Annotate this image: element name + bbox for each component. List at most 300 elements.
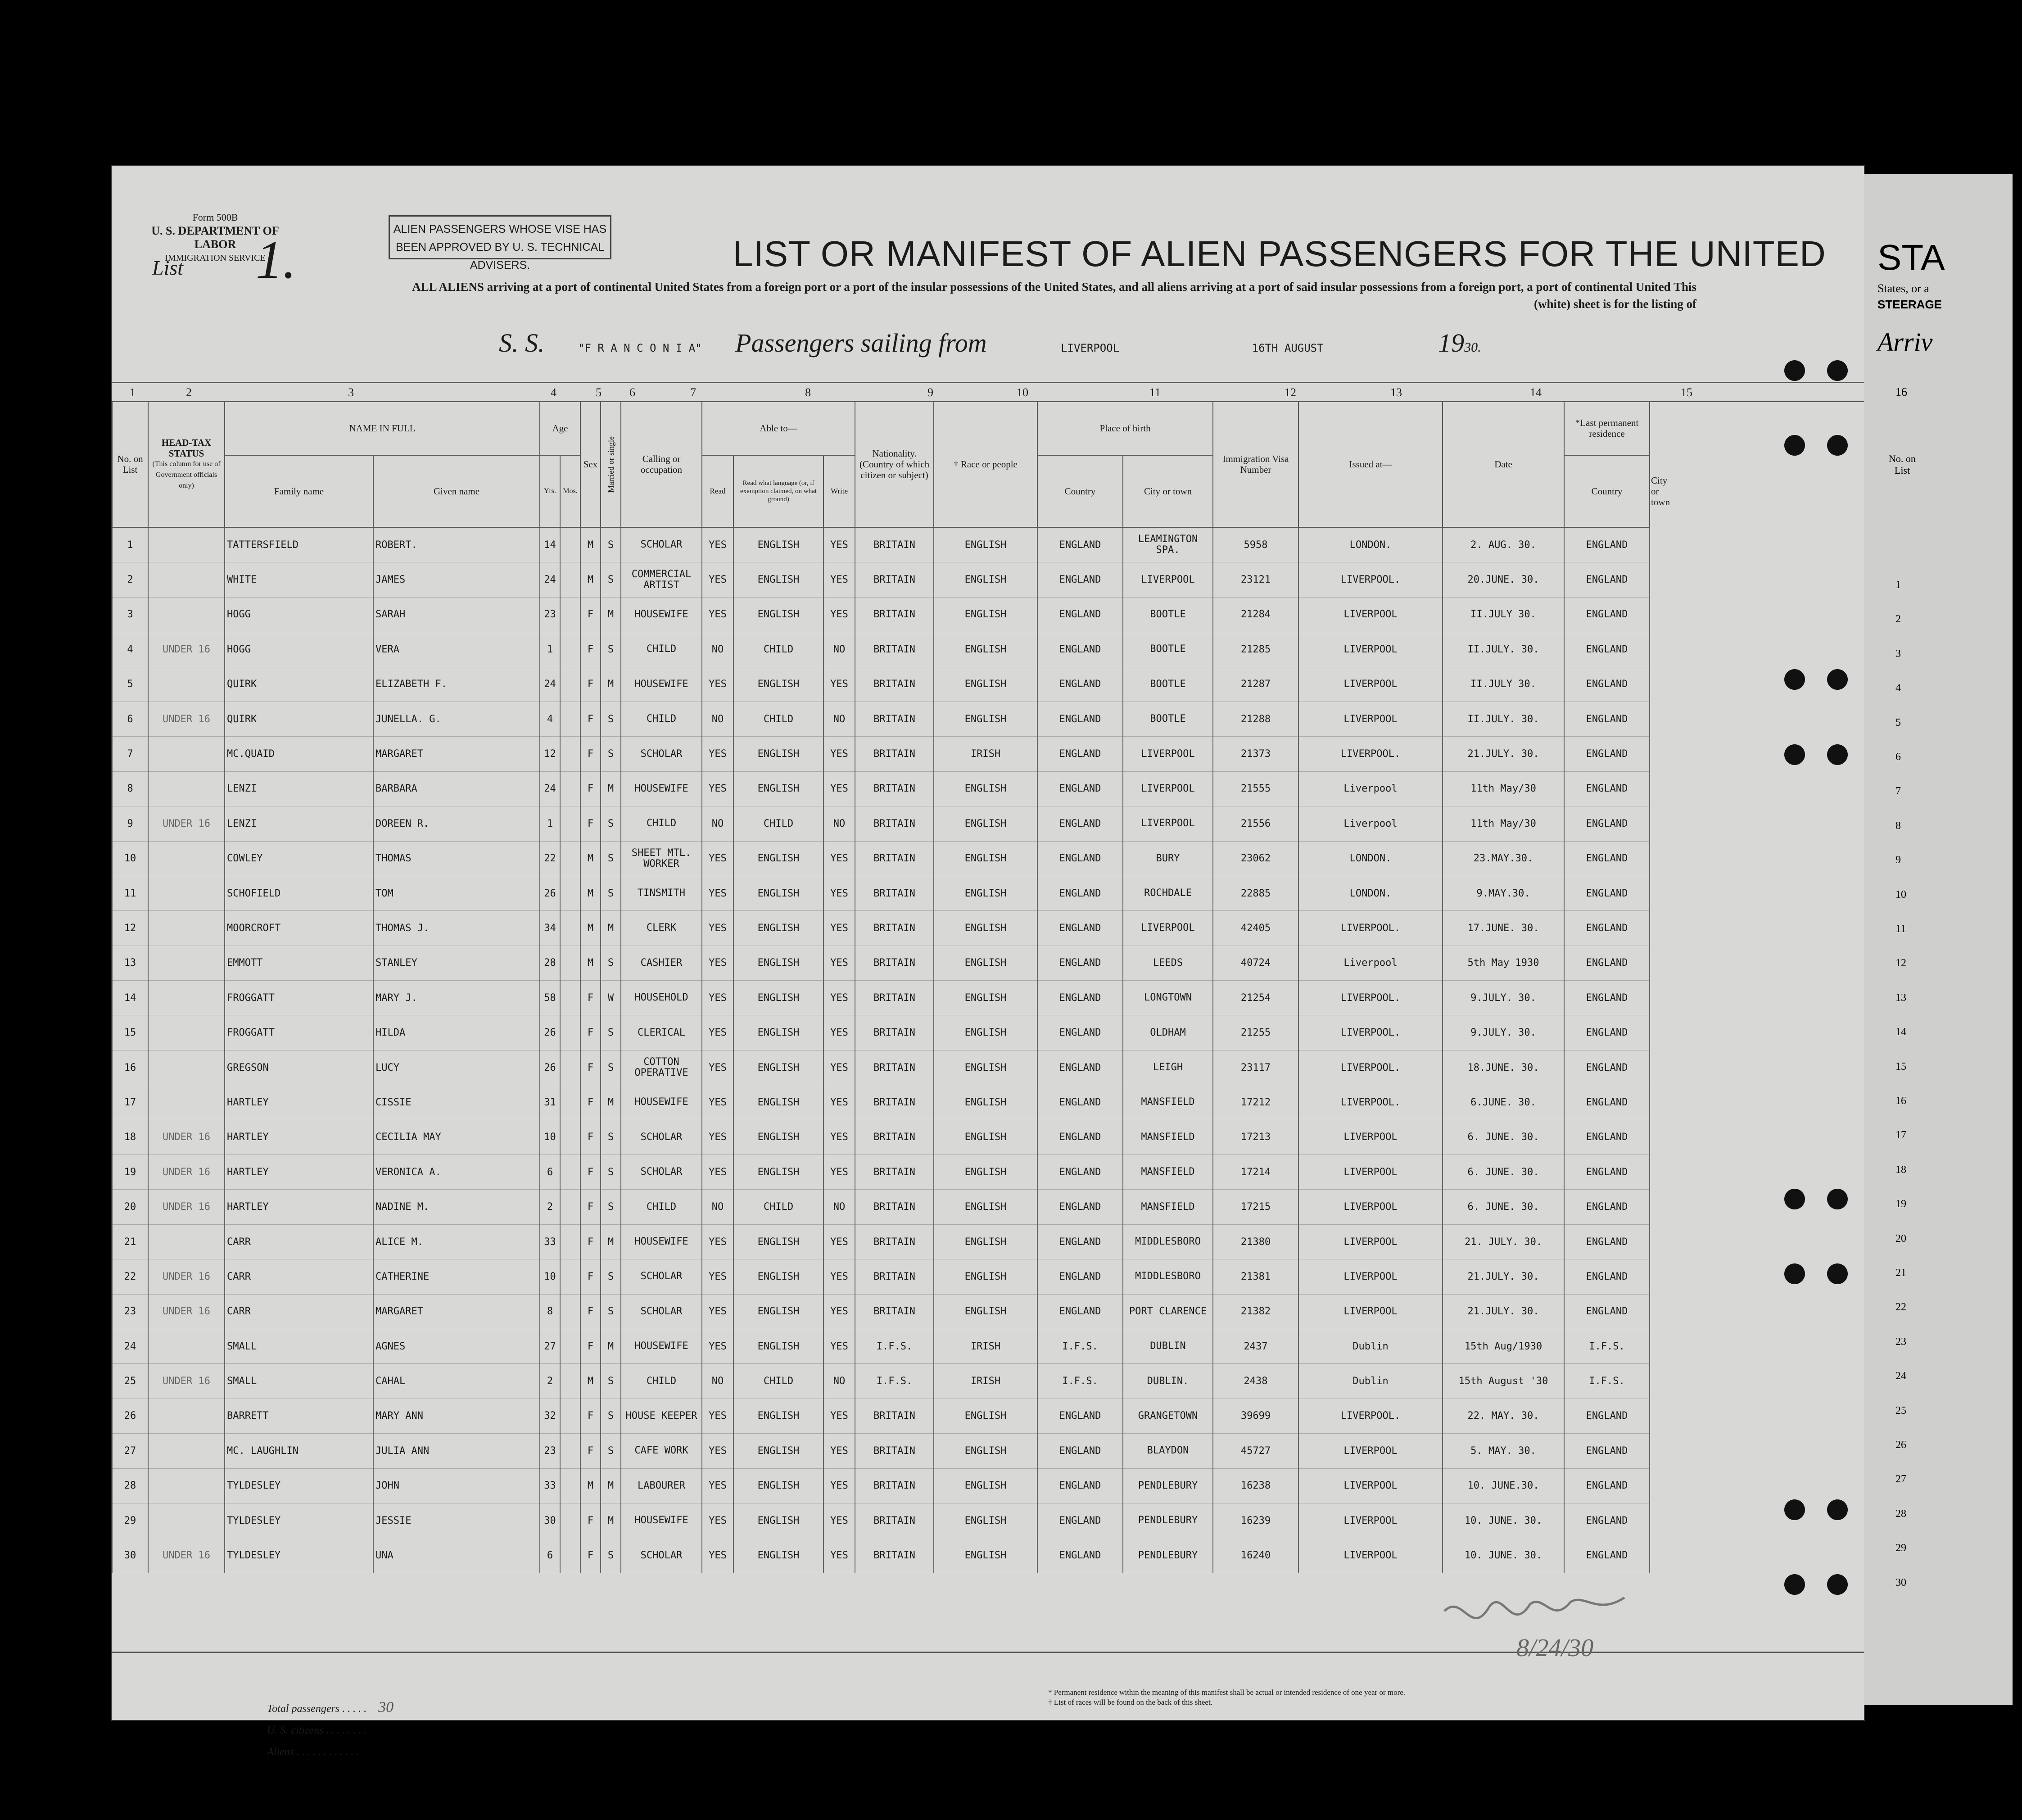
nationality: BRITAIN — [855, 562, 934, 597]
head-tax-status — [148, 1224, 225, 1259]
header-able-to: Able to— — [702, 401, 855, 455]
occupation: CAFE WORK — [621, 1434, 702, 1468]
head-tax-status — [148, 841, 225, 876]
passenger-row — [112, 946, 1746, 980]
passenger-row — [112, 1329, 1746, 1363]
read-language: ENGLISH — [733, 876, 823, 910]
visa-number: 17213 — [1213, 1120, 1298, 1154]
can-read: NO — [702, 702, 733, 736]
next-sheet-edge — [1864, 174, 2013, 1705]
age-months — [560, 1190, 580, 1224]
row-number: 9 — [112, 806, 148, 841]
marital-status: W — [601, 981, 621, 1015]
can-write: YES — [823, 771, 855, 806]
given-name: BARBARA — [373, 771, 540, 806]
sex: F — [580, 981, 601, 1015]
can-read: YES — [702, 1503, 733, 1538]
nationality: BRITAIN — [855, 1190, 934, 1224]
head-tax-status — [148, 527, 225, 562]
passenger-row — [112, 771, 1746, 806]
column-number: 2 — [186, 386, 192, 399]
visa-date: 11th May/30 — [1443, 771, 1564, 806]
sex: M — [580, 911, 601, 946]
birth-city: BOOTLE — [1123, 667, 1213, 702]
totals-block: Total passengers . . . . . 30 U. S. citizens . . . . . . . . Aliens . . . . . . . . . . . . — [267, 1699, 394, 1758]
occupation: CHILD — [621, 1190, 702, 1224]
sex: F — [580, 597, 601, 632]
read-language: ENGLISH — [733, 1399, 823, 1433]
residence-country: ENGLAND — [1564, 1434, 1650, 1468]
birth-country: ENGLAND — [1037, 1538, 1123, 1573]
nationality: BRITAIN — [855, 876, 934, 910]
binder-hole — [1827, 1263, 1848, 1284]
next-sheet-row-number: 2 — [1895, 613, 1901, 625]
can-write: YES — [823, 1050, 855, 1085]
row-number: 5 — [112, 667, 148, 702]
given-name: VERONICA A. — [373, 1155, 540, 1190]
occupation: HOUSEWIFE — [621, 1224, 702, 1259]
age-months — [560, 527, 580, 562]
occupation: HOUSEWIFE — [621, 1085, 702, 1120]
visa-date: 10. JUNE. 30. — [1443, 1503, 1564, 1538]
nationality: BRITAIN — [855, 841, 934, 876]
binder-hole — [1784, 360, 1805, 381]
can-read: YES — [702, 841, 733, 876]
birth-city: MANSFIELD — [1123, 1120, 1213, 1154]
sex: F — [580, 771, 601, 806]
visa-number: 45727 — [1213, 1434, 1298, 1468]
race: ENGLISH — [934, 841, 1037, 876]
can-write: YES — [823, 876, 855, 910]
given-name: NADINE M. — [373, 1190, 540, 1224]
marital-status: S — [601, 946, 621, 980]
nationality: BRITAIN — [855, 1399, 934, 1433]
given-name: AGNES — [373, 1329, 540, 1363]
birth-country: ENGLAND — [1037, 1294, 1123, 1329]
can-write: YES — [823, 1259, 855, 1294]
given-name: JUNELLA. G. — [373, 702, 540, 736]
given-name: JESSIE — [373, 1503, 540, 1538]
visa-date: 5. MAY. 30. — [1443, 1434, 1564, 1468]
age-months — [560, 1364, 580, 1399]
race: ENGLISH — [934, 527, 1037, 562]
occupation: HOUSEHOLD — [621, 981, 702, 1015]
can-write: YES — [823, 527, 855, 562]
can-write: NO — [823, 806, 855, 841]
can-read: YES — [702, 1259, 733, 1294]
given-name: UNA — [373, 1538, 540, 1573]
next-sheet-row-number: 15 — [1895, 1060, 1906, 1073]
head-tax-status — [148, 667, 225, 702]
passenger-row — [112, 527, 1746, 562]
nationality: BRITAIN — [855, 1050, 934, 1085]
residence-country: ENGLAND — [1564, 1224, 1650, 1259]
race: ENGLISH — [934, 911, 1037, 946]
family-name: MC. LAUGHLIN — [225, 1434, 373, 1468]
age-years: 34 — [540, 911, 560, 946]
marital-status: M — [601, 1224, 621, 1259]
can-read: YES — [702, 1155, 733, 1190]
read-language: ENGLISH — [733, 1155, 823, 1190]
age-months — [560, 946, 580, 980]
sex: F — [580, 1155, 601, 1190]
age-months — [560, 1538, 580, 1573]
residence-country: ENGLAND — [1564, 911, 1650, 946]
age-years: 2 — [540, 1364, 560, 1399]
can-read: NO — [702, 1364, 733, 1399]
birth-city: PENDLEBURY — [1123, 1468, 1213, 1503]
passenger-row — [112, 1503, 1746, 1538]
visa-date: 6. JUNE. 30. — [1443, 1190, 1564, 1224]
age-years: 33 — [540, 1468, 560, 1503]
read-language: ENGLISH — [733, 771, 823, 806]
next-sheet-line1: States, or a — [1877, 282, 1929, 295]
age-years: 32 — [540, 1399, 560, 1433]
residence-country: ENGLAND — [1564, 1503, 1650, 1538]
nationality: BRITAIN — [855, 1155, 934, 1190]
read-language: ENGLISH — [733, 1329, 823, 1363]
marital-status: S — [601, 562, 621, 597]
visa-number: 42405 — [1213, 911, 1298, 946]
age-years: 6 — [540, 1538, 560, 1573]
family-name: LENZI — [225, 806, 373, 841]
race: ENGLISH — [934, 1085, 1037, 1120]
row-number: 21 — [112, 1224, 148, 1259]
next-sheet-row-number: 14 — [1895, 1026, 1906, 1038]
issued-at: LONDON. — [1298, 527, 1443, 562]
race: ENGLISH — [934, 946, 1037, 980]
issued-at: LIVERPOOL. — [1298, 1085, 1443, 1120]
can-write: YES — [823, 841, 855, 876]
birth-city: LEAMINGTON SPA. — [1123, 527, 1213, 562]
family-name: WHITE — [225, 562, 373, 597]
marital-status: S — [601, 1120, 621, 1154]
nationality: BRITAIN — [855, 911, 934, 946]
birth-country: ENGLAND — [1037, 527, 1123, 562]
head-tax-status — [148, 1434, 225, 1468]
birth-country: ENGLAND — [1037, 597, 1123, 632]
next-sheet-row-number: 30 — [1895, 1576, 1906, 1589]
head-tax-status — [148, 1085, 225, 1120]
visa-date: II.JULY. 30. — [1443, 702, 1564, 736]
given-name: CISSIE — [373, 1085, 540, 1120]
birth-country: ENGLAND — [1037, 562, 1123, 597]
family-name: QUIRK — [225, 667, 373, 702]
read-language: ENGLISH — [733, 841, 823, 876]
visa-date: 9.JULY. 30. — [1443, 981, 1564, 1015]
visa-date: 9.JULY. 30. — [1443, 1015, 1564, 1050]
read-language: ENGLISH — [733, 1503, 823, 1538]
passenger-row — [112, 1190, 1746, 1224]
can-read: YES — [702, 527, 733, 562]
race: ENGLISH — [934, 632, 1037, 667]
next-sheet-row-number: 28 — [1895, 1508, 1906, 1520]
next-sheet-row-number: 3 — [1895, 647, 1901, 660]
occupation: CHILD — [621, 632, 702, 667]
race: ENGLISH — [934, 1015, 1037, 1050]
given-name: STANLEY — [373, 946, 540, 980]
residence-country: ENGLAND — [1564, 1120, 1650, 1154]
residence-country: ENGLAND — [1564, 771, 1650, 806]
visa-number: 2438 — [1213, 1364, 1298, 1399]
footnote-races: † List of races will be found on the back of this sheet. — [1048, 1698, 1212, 1707]
next-sheet-no-on-list: No. on List — [1889, 453, 1916, 476]
age-months — [560, 1399, 580, 1433]
us-citizens-label: U. S. citizens — [267, 1725, 324, 1736]
given-name: MARGARET — [373, 737, 540, 771]
head-tax-status — [148, 911, 225, 946]
manifest-table — [112, 401, 1746, 1573]
married-label: Married or single — [606, 436, 615, 493]
head-tax-status: UNDER 16 — [148, 1259, 225, 1294]
passenger-row — [112, 876, 1746, 910]
next-sheet-row-number: 23 — [1895, 1336, 1906, 1348]
visa-number: 40724 — [1213, 946, 1298, 980]
visa-number: 21288 — [1213, 702, 1298, 736]
head-tax-status — [148, 597, 225, 632]
passenger-row — [112, 1085, 1746, 1120]
can-write: YES — [823, 1468, 855, 1503]
visa-date: 21.JULY. 30. — [1443, 1259, 1564, 1294]
manifest-sheet — [112, 166, 1864, 1758]
sex: M — [580, 1468, 601, 1503]
age-years: 22 — [540, 841, 560, 876]
occupation: SCHOLAR — [621, 1120, 702, 1154]
visa-date: 18.JUNE. 30. — [1443, 1050, 1564, 1085]
occupation: HOUSEWIFE — [621, 771, 702, 806]
age-years: 24 — [540, 667, 560, 702]
nationality: BRITAIN — [855, 1468, 934, 1503]
head-tax-status — [148, 1468, 225, 1503]
column-number: 8 — [805, 386, 811, 399]
occupation: HOUSE KEEPER — [621, 1399, 702, 1433]
passenger-row — [112, 841, 1746, 876]
birth-country: ENGLAND — [1037, 981, 1123, 1015]
family-name: HARTLEY — [225, 1155, 373, 1190]
residence-country: ENGLAND — [1564, 876, 1650, 910]
can-write: YES — [823, 1538, 855, 1573]
race: IRISH — [934, 1364, 1037, 1399]
binder-hole — [1827, 1499, 1848, 1520]
family-name: COWLEY — [225, 841, 373, 876]
sex: F — [580, 702, 601, 736]
next-sheet-title: STA — [1877, 237, 1945, 277]
birth-country: I.F.S. — [1037, 1329, 1123, 1363]
next-sheet-row-number: 29 — [1895, 1542, 1906, 1554]
birth-country: ENGLAND — [1037, 1050, 1123, 1085]
visa-date: 15th August '30 — [1443, 1364, 1564, 1399]
passenger-row — [112, 737, 1746, 771]
column-number: 10 — [1017, 386, 1028, 399]
nationality: BRITAIN — [855, 1434, 934, 1468]
passenger-row — [112, 1399, 1746, 1433]
given-name: CECILIA MAY — [373, 1120, 540, 1154]
residence-country: ENGLAND — [1564, 1085, 1650, 1120]
visa-date: 9.MAY.30. — [1443, 876, 1564, 910]
next-sheet-row-number: 13 — [1895, 991, 1906, 1004]
marital-status: S — [601, 632, 621, 667]
occupation: LABOURER — [621, 1468, 702, 1503]
next-sheet-row-number: 9 — [1895, 854, 1901, 866]
can-write: YES — [823, 597, 855, 632]
issued-at: Dublin — [1298, 1364, 1443, 1399]
given-name: TOM — [373, 876, 540, 910]
residence-country: ENGLAND — [1564, 702, 1650, 736]
can-read: YES — [702, 1015, 733, 1050]
residence-country: I.F.S. — [1564, 1364, 1650, 1399]
age-years: 1 — [540, 632, 560, 667]
birth-city: LEIGH — [1123, 1050, 1213, 1085]
can-write: YES — [823, 1224, 855, 1259]
marital-status: M — [601, 1503, 621, 1538]
header-calling: Calling or occupation — [621, 401, 702, 527]
birth-city: LIVERPOOL — [1123, 806, 1213, 841]
birth-country: ENGLAND — [1037, 1120, 1123, 1154]
issued-at: LIVERPOOL. — [1298, 1399, 1443, 1433]
manifest-title: LIST OR MANIFEST OF ALIEN PASSENGERS FOR THE UNITED — [733, 234, 1826, 274]
given-name: LUCY — [373, 1050, 540, 1085]
row-number: 27 — [112, 1434, 148, 1468]
next-sheet-col16: 16 — [1895, 385, 1907, 398]
nationality: BRITAIN — [855, 667, 934, 702]
marital-status: M — [601, 771, 621, 806]
read-language: CHILD — [733, 632, 823, 667]
passenger-row — [112, 1050, 1746, 1085]
given-name: MARY ANN — [373, 1399, 540, 1433]
issued-at: LIVERPOOL — [1298, 1259, 1443, 1294]
occupation: SCHOLAR — [621, 1259, 702, 1294]
binder-hole — [1827, 435, 1848, 456]
visa-number: 5958 — [1213, 527, 1298, 562]
row-number: 2 — [112, 562, 148, 597]
head-tax-status: UNDER 16 — [148, 1120, 225, 1154]
passenger-row — [112, 1015, 1746, 1050]
marital-status: S — [601, 1364, 621, 1399]
column-number: 7 — [690, 386, 696, 399]
birth-country: ENGLAND — [1037, 946, 1123, 980]
visa-date: 2. AUG. 30. — [1443, 527, 1564, 562]
header-visa: Immigration Visa Number — [1213, 401, 1298, 527]
age-years: 12 — [540, 737, 560, 771]
column-number: 1 — [130, 386, 136, 399]
next-sheet-row-number: 8 — [1895, 819, 1901, 832]
header-sex: Sex — [580, 401, 601, 527]
header-yrs: Yrs. — [540, 455, 560, 527]
binder-hole — [1784, 1499, 1805, 1520]
next-sheet-row-number: 17 — [1895, 1129, 1906, 1141]
issued-at: LIVERPOOL — [1298, 1120, 1443, 1154]
can-read: NO — [702, 806, 733, 841]
age-months — [560, 1294, 580, 1329]
read-language: ENGLISH — [733, 1015, 823, 1050]
head-tax-status — [148, 876, 225, 910]
read-language: CHILD — [733, 702, 823, 736]
head-tax-status: UNDER 16 — [148, 1538, 225, 1573]
can-read: YES — [702, 946, 733, 980]
can-write: YES — [823, 981, 855, 1015]
residence-country: ENGLAND — [1564, 562, 1650, 597]
passenger-row — [112, 1364, 1746, 1399]
visa-date: 6. JUNE. 30. — [1443, 1120, 1564, 1154]
head-tax-status: UNDER 16 — [148, 806, 225, 841]
can-read: YES — [702, 911, 733, 946]
can-write: YES — [823, 1015, 855, 1050]
birth-city: BURY — [1123, 841, 1213, 876]
can-read: YES — [702, 981, 733, 1015]
sex: F — [580, 1538, 601, 1573]
header-given-name: Given name — [373, 455, 540, 527]
birth-city: GRANGETOWN — [1123, 1399, 1213, 1433]
issued-at: LIVERPOOL — [1298, 1434, 1443, 1468]
residence-country: ENGLAND — [1564, 527, 1650, 562]
birth-country: ENGLAND — [1037, 667, 1123, 702]
family-name: CARR — [225, 1224, 373, 1259]
birth-country: ENGLAND — [1037, 1503, 1123, 1538]
next-sheet-row-number: 20 — [1895, 1232, 1906, 1245]
issued-at: LIVERPOOL. — [1298, 562, 1443, 597]
birth-city: DUBLIN. — [1123, 1364, 1213, 1399]
visa-number: 23062 — [1213, 841, 1298, 876]
visa-date: 10. JUNE.30. — [1443, 1468, 1564, 1503]
marital-status: M — [601, 667, 621, 702]
marital-status: S — [601, 737, 621, 771]
sex: F — [580, 1050, 601, 1085]
given-name: HILDA — [373, 1015, 540, 1050]
occupation: HOUSEWIFE — [621, 667, 702, 702]
header-place-of-birth: Place of birth — [1037, 401, 1213, 455]
next-sheet-row-number: 1 — [1895, 579, 1901, 591]
header-name-in-full: NAME IN FULL — [225, 401, 540, 455]
birth-city: LIVERPOOL — [1123, 911, 1213, 946]
row-number: 30 — [112, 1538, 148, 1573]
head-tax-status: UNDER 16 — [148, 1155, 225, 1190]
can-read: YES — [702, 1468, 733, 1503]
passenger-row — [112, 911, 1746, 946]
visa-date: 11th May/30 — [1443, 806, 1564, 841]
race: ENGLISH — [934, 1468, 1037, 1503]
given-name: SARAH — [373, 597, 540, 632]
read-language: ENGLISH — [733, 1259, 823, 1294]
sex: F — [580, 1120, 601, 1154]
residence-country: ENGLAND — [1564, 1050, 1650, 1085]
family-name: QUIRK — [225, 702, 373, 736]
can-write: YES — [823, 1085, 855, 1120]
row-number: 18 — [112, 1120, 148, 1154]
visa-number: 21555 — [1213, 771, 1298, 806]
issued-at: LIVERPOOL — [1298, 1468, 1443, 1503]
can-read: YES — [702, 1329, 733, 1363]
head-tax-status: UNDER 16 — [148, 1190, 225, 1224]
age-years: 10 — [540, 1259, 560, 1294]
header-residence-country: Country — [1564, 455, 1650, 527]
visa-date: 20.JUNE. 30. — [1443, 562, 1564, 597]
read-language: ENGLISH — [733, 911, 823, 946]
nationality: BRITAIN — [855, 1294, 934, 1329]
can-read: YES — [702, 737, 733, 771]
family-name: HOGG — [225, 597, 373, 632]
occupation: SCHOLAR — [621, 737, 702, 771]
total-passengers-label: Total passengers — [267, 1703, 340, 1715]
header-mos: Mos. — [560, 455, 580, 527]
birth-country: ENGLAND — [1037, 1259, 1123, 1294]
age-years: 10 — [540, 1120, 560, 1154]
birth-country: ENGLAND — [1037, 1468, 1123, 1503]
given-name: JULIA ANN — [373, 1434, 540, 1468]
race: ENGLISH — [934, 1050, 1037, 1085]
birth-country: ENGLAND — [1037, 737, 1123, 771]
head-tax-status: UNDER 16 — [148, 1364, 225, 1399]
age-years: 23 — [540, 1434, 560, 1468]
